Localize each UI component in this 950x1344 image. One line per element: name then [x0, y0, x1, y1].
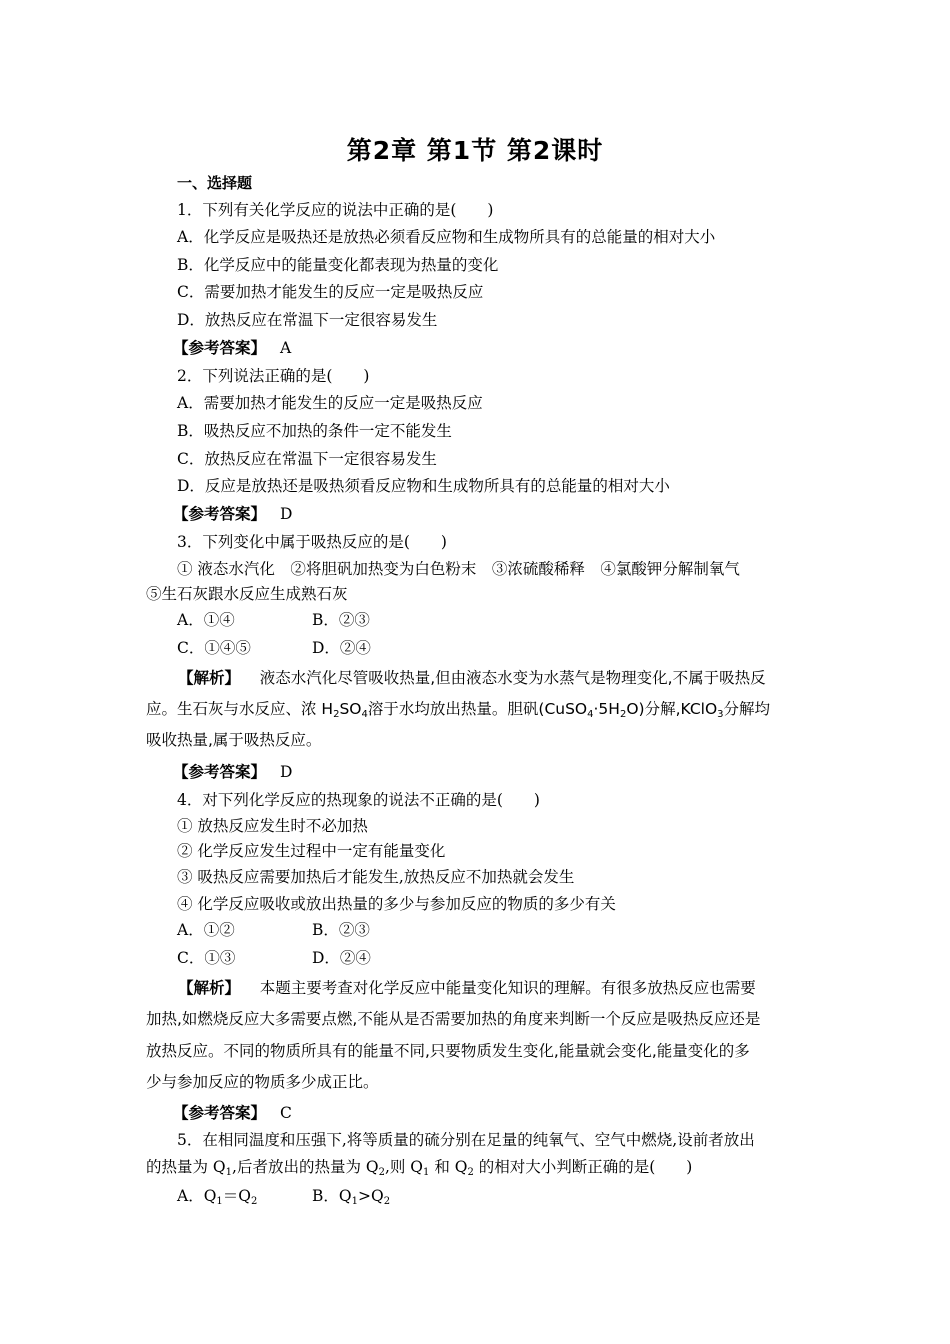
answer-label: 【参考答案】: [173, 339, 267, 357]
subscript: 2: [383, 1196, 391, 1207]
q3-options-cd: [177, 638, 371, 658]
q3-option-c: C．①④⑤: [177, 639, 251, 657]
q4-analysis-line4: 少与参加反应的物质多少成正比。: [146, 1073, 379, 1091]
q5-option-b-text-a: B．Q: [312, 1187, 352, 1205]
subscript: 1: [351, 1196, 358, 1207]
subscript: 1: [216, 1196, 223, 1207]
q5-options-ab: [177, 1186, 391, 1212]
q4-analysis-line2: 加热,如燃烧反应大多需要点燃,不能从是否需要加热的角度来判断一个反应是吸热反应还是: [146, 1010, 761, 1028]
subscript: 4: [587, 709, 594, 720]
q3-answer: [173, 762, 292, 782]
q5-option-a-text-b: ＝Q: [222, 1187, 251, 1205]
q3-analysis-text2f: 分解均: [723, 700, 771, 718]
q3-stem: 3．下列变化中属于吸热反应的是( ): [177, 533, 447, 551]
subscript: 1: [423, 1167, 430, 1178]
answer-label: 【参考答案】: [173, 505, 267, 523]
q3-items-line2: ⑤生石灰跟水反应生成熟石灰: [146, 585, 348, 603]
q4-answer-value: C: [280, 1104, 292, 1122]
q5-option-a-text-a: A．Q: [177, 1187, 217, 1205]
q2-option-d: D．反应是放热还是吸热须看反应物和生成物所具有的总能量的相对大小: [177, 477, 670, 495]
q3-options-ab: [177, 610, 370, 630]
q1-answer-value: A: [280, 339, 292, 357]
subscript: 2: [619, 709, 627, 720]
q3-analysis-line1: [178, 668, 766, 688]
q1-option-d: D．放热反应在常温下一定很容易发生: [177, 311, 438, 329]
subscript: 2: [467, 1167, 474, 1178]
q2-answer-value: D: [280, 505, 293, 523]
q3-analysis-text1: 液态水汽化尽管吸收热量,但由液态水变为水蒸气是物理变化,不属于吸热反: [259, 669, 766, 687]
q2-answer: [173, 504, 292, 524]
page-title: 第2章 第1节 第2课时: [346, 136, 604, 165]
q1-option-a: A．化学反应是吸热还是放热必须看反应物和生成物所具有的总能量的相对大小: [177, 228, 716, 246]
q5-stem-text2a: 的热量为 Q: [146, 1158, 226, 1176]
analysis-label: 【解析】: [178, 979, 241, 997]
q4-item-4: ④ 化学反应吸收或放出热量的多少与参加反应的物质的多少有关: [177, 895, 616, 913]
q1-stem: 1．下列有关化学反应的说法中正确的是( ): [177, 201, 494, 219]
q5-stem-text2e: 的相对大小判断正确的是( ): [473, 1158, 693, 1176]
subscript: 4: [361, 709, 368, 720]
q5-stem-text2c: ,则 Q: [384, 1158, 424, 1176]
q4-item-2: ② 化学反应发生过程中一定有能量变化: [177, 842, 446, 860]
q3-option-b: B．②③: [312, 611, 370, 629]
q3-option-d: D．②④: [312, 639, 371, 657]
q3-analysis-text2a: 应。生石灰与水反应、浓 H: [146, 700, 334, 718]
q2-stem: 2．下列说法正确的是( ): [177, 367, 370, 385]
q4-item-3: ③ 吸热反应需要加热后才能发生,放热反应不加热就会发生: [177, 868, 575, 886]
q4-item-1: ① 放热反应发生时不必加热: [177, 817, 368, 835]
q3-analysis-line3: 吸收热量,属于吸热反应。: [146, 731, 322, 749]
subscript: 2: [333, 709, 340, 720]
analysis-label: 【解析】: [178, 669, 241, 687]
q2-option-b: B．吸热反应不加热的条件一定不能发生: [177, 422, 452, 440]
q5-option-a: [177, 1187, 257, 1205]
q4-option-d: D．②④: [312, 949, 371, 967]
q4-analysis-line3: 放热反应。不同的物质所具有的能量不同,只要物质发生变化,能量就会变化,能量变化的多: [146, 1042, 750, 1060]
answer-label: 【参考答案】: [173, 763, 267, 781]
q4-stem: 4．对下列化学反应的热现象的说法不正确的是( ): [177, 791, 540, 809]
q4-options-ab: [177, 920, 370, 940]
q5-option-b: [312, 1186, 390, 1212]
q5-option-b-text-b: >Q: [357, 1187, 384, 1205]
q4-option-b: B．②③: [312, 921, 370, 939]
subscript: 2: [251, 1196, 258, 1207]
q1-option-b: B．化学反应中的能量变化都表现为热量的变化: [177, 256, 499, 274]
q3-analysis-text2b: SO: [339, 700, 362, 718]
q5-stem-line2: [146, 1157, 692, 1183]
q5-stem-text2b: ,后者放出的热量为 Q: [232, 1158, 379, 1176]
q3-option-a: A．①④: [177, 611, 235, 629]
q4-option-c: C．①③: [177, 949, 236, 967]
q4-answer: [173, 1103, 292, 1123]
q3-analysis-text2c: 溶于水均放出热量。胆矾(CuSO: [367, 700, 588, 718]
answer-label: 【参考答案】: [173, 1104, 267, 1122]
q4-analysis-line1: [178, 978, 756, 998]
subscript: 3: [717, 709, 724, 720]
q5-stem-line1: 5．在相同温度和压强下,将等质量的硫分别在足量的纯氧气、空气中燃烧,设前者放出: [177, 1131, 755, 1149]
q1-answer: [173, 338, 291, 358]
subscript: 2: [378, 1167, 385, 1178]
q1-option-c: C．需要加热才能发生的反应一定是吸热反应: [177, 283, 484, 301]
q3-answer-value: D: [280, 763, 293, 781]
q5-stem-text2d: 和 Q: [429, 1158, 468, 1176]
q2-option-a: A．需要加热才能发生的反应一定是吸热反应: [177, 394, 483, 412]
q2-option-c: C．放热反应在常温下一定很容易发生: [177, 450, 437, 468]
subscript: 1: [225, 1167, 233, 1178]
q3-items-line1: ① 液态水汽化 ②将胆矾加热变为白色粉末 ③浓硫酸稀释 ④氯酸钾分解制氧气: [177, 560, 740, 578]
q4-options-cd: [177, 948, 371, 968]
q3-analysis-line2: [146, 699, 770, 725]
q3-analysis-text2e: O)分解,KClO: [626, 700, 718, 718]
q4-analysis-text1: 本题主要考查对化学反应中能量变化知识的理解。有很多放热反应也需要: [259, 979, 756, 997]
q4-option-a: A．①②: [177, 921, 235, 939]
section-heading: 一、选择题: [177, 174, 253, 192]
q3-analysis-text2d: ·5H: [593, 700, 620, 718]
